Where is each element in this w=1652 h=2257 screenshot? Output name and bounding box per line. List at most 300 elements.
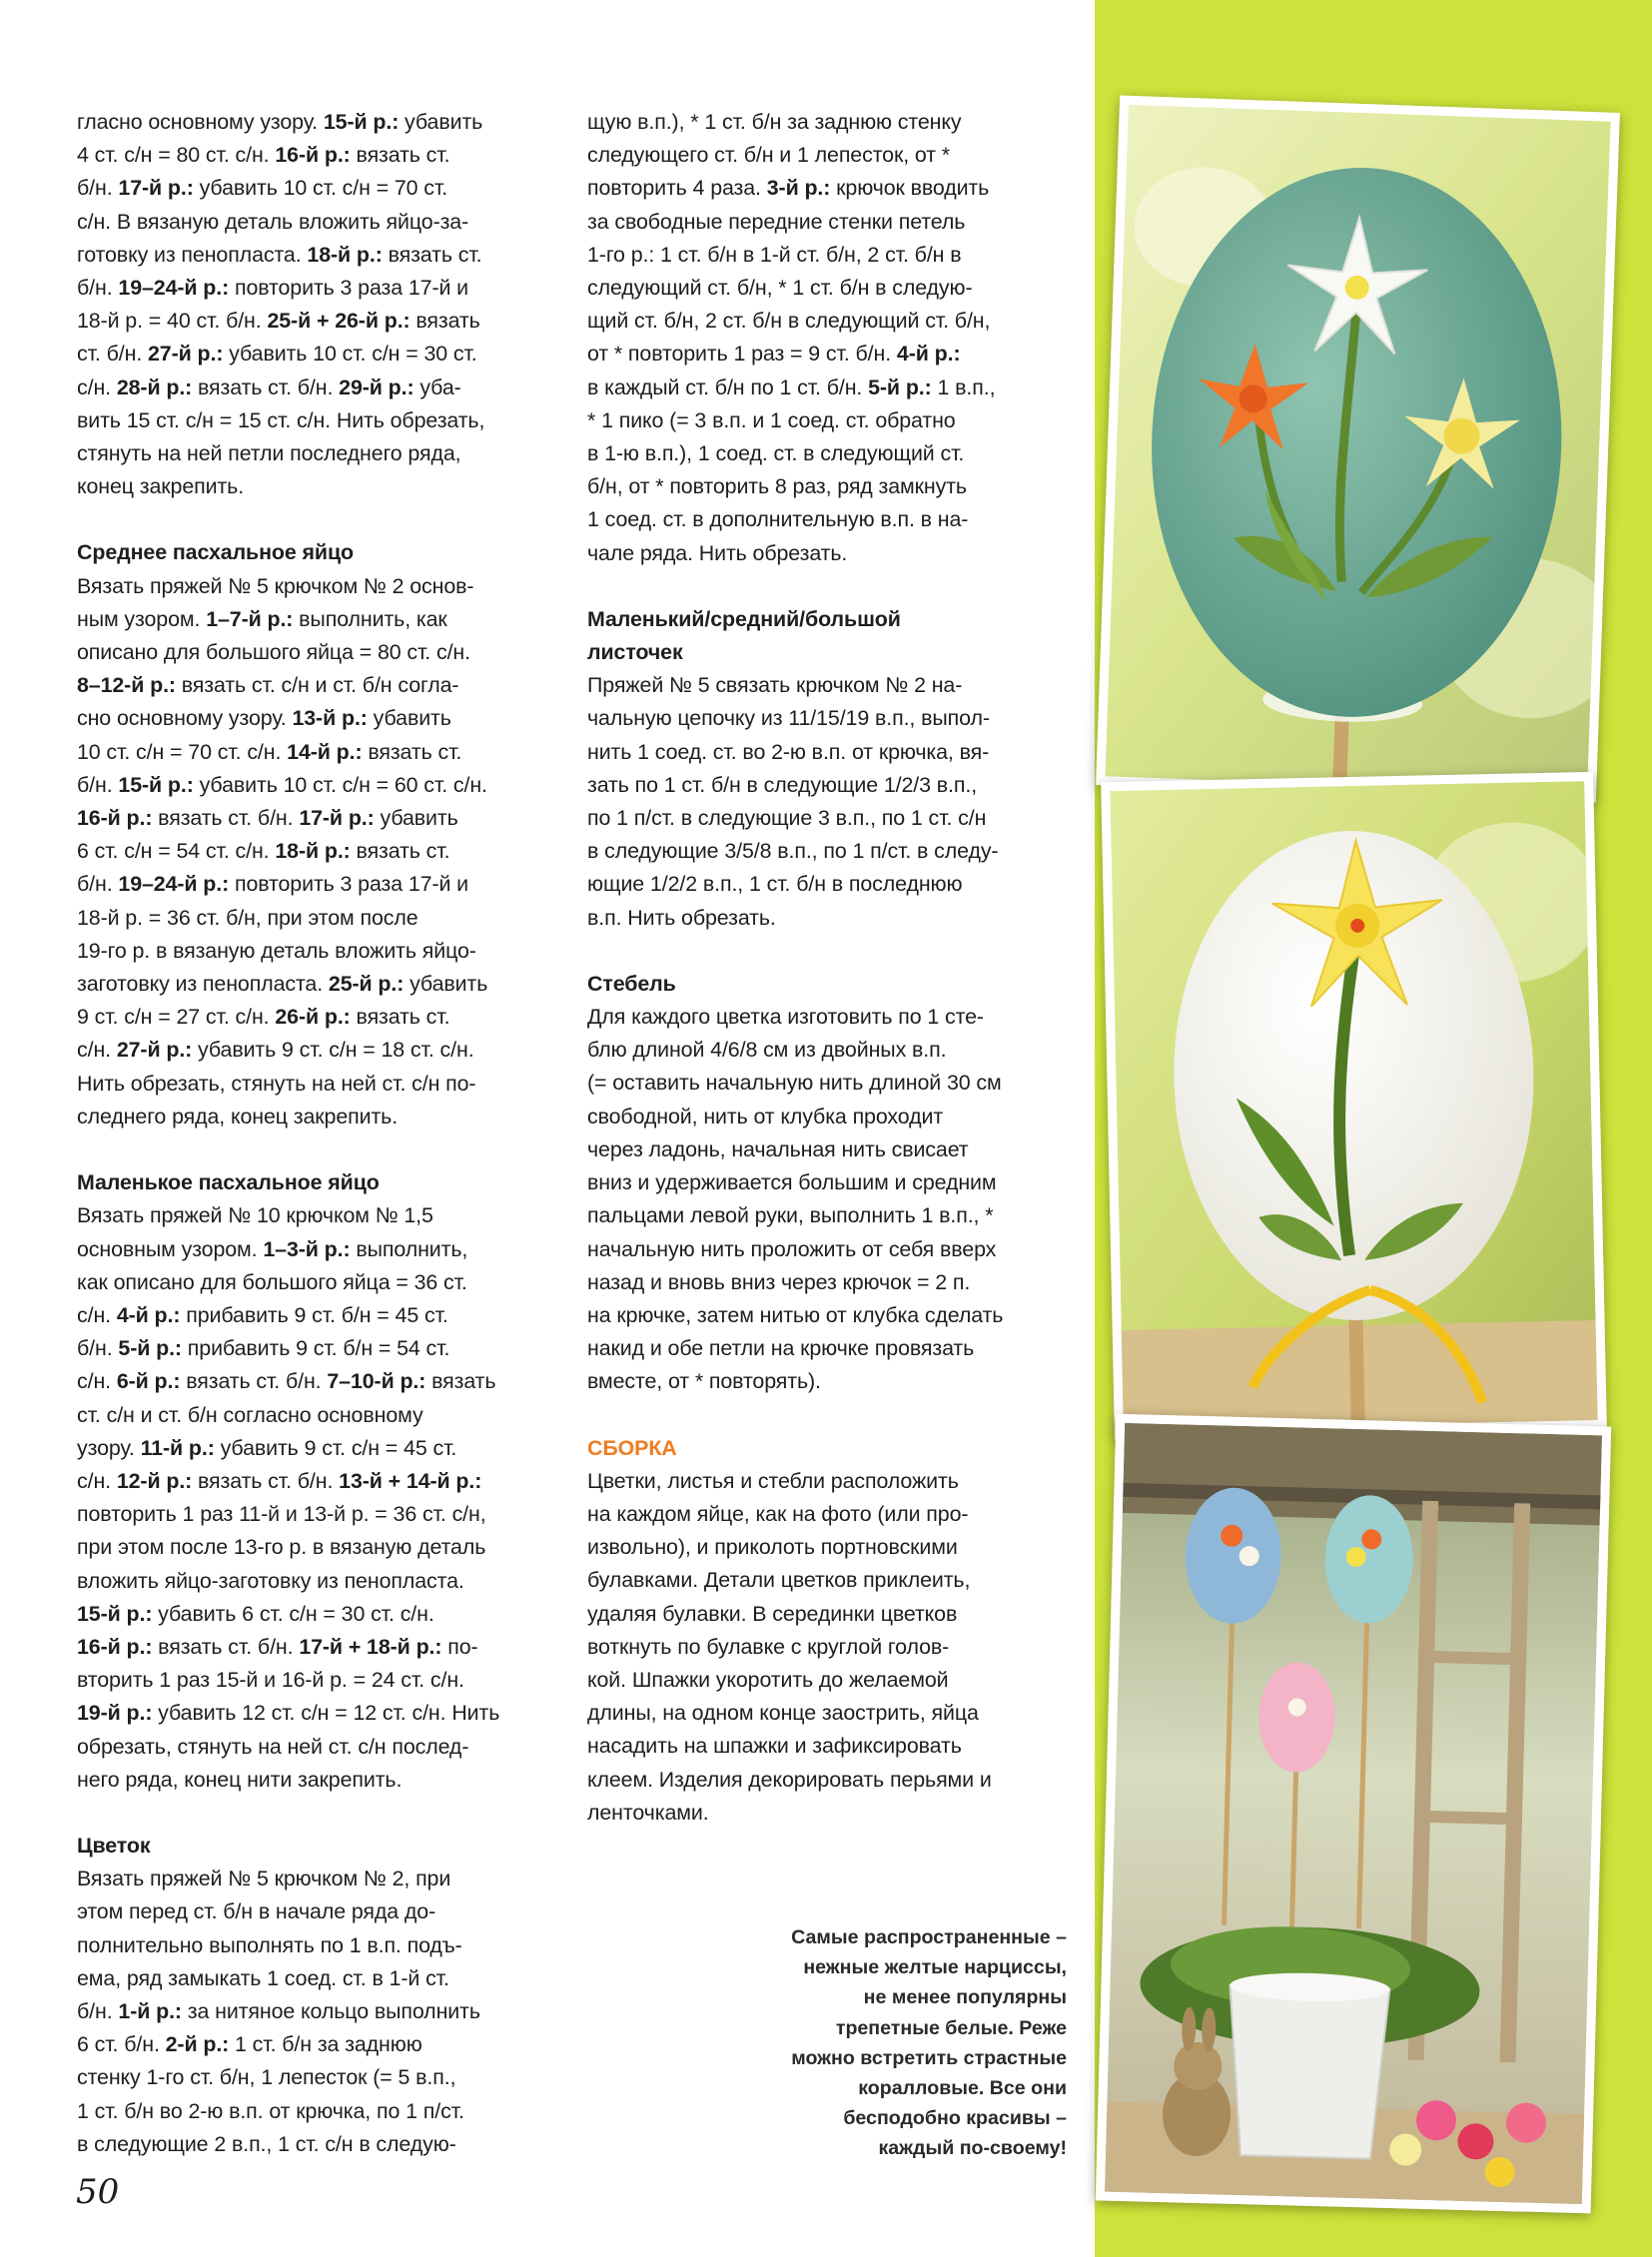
row-label: 1–7-й р.: (206, 606, 294, 631)
text-run: через ладонь, начальная нить свисает (587, 1136, 969, 1161)
text-run: повторить 4 раза. (587, 176, 767, 201)
text-run: вязать ст. (382, 242, 482, 267)
text-line (77, 1995, 556, 2028)
text-run: выполнить, как (293, 606, 447, 631)
text-run: крючок вводить (830, 176, 990, 201)
row-label: 6-й р.: (116, 1369, 181, 1394)
row-label: 1–3-й р.: (263, 1236, 351, 1261)
paragraph-gap (587, 570, 1067, 603)
text-run: в следующие 2 в.п., 1 ст. с/н в следую- (77, 2131, 456, 2156)
text-run: 1 ст. б/н за заднюю (229, 2032, 422, 2057)
text-run: 9 ст. с/н = 27 ст. с/н. (77, 1005, 276, 1030)
text-run: обрезать, стянуть на ней ст. с/н послед- (77, 1734, 469, 1759)
text-line (77, 239, 556, 272)
caption-line: Самые распространенные – (791, 1926, 1067, 1948)
row-label: 28-й р.: (116, 375, 193, 399)
text-run: зать по 1 ст. б/н в следующие 1/2/3 в.п., (587, 772, 978, 797)
row-label: 15-й р.: (323, 110, 400, 134)
caption-line: коралловые. Все они (858, 2077, 1067, 2100)
text-run: вниз и удерживается большим и средним (587, 1170, 997, 1195)
text-run: повторить 1 раз 11-й и 13-й р. = 36 ст. с/н, (77, 1502, 486, 1527)
text-run: убавить 9 ст. с/н = 45 ст. (214, 1435, 457, 1460)
paragraph-gap (77, 1133, 556, 1166)
text-line (77, 1332, 556, 1365)
row-label: 19-й р.: (77, 1701, 153, 1726)
text-line (77, 868, 556, 901)
text-run: ным узором. (77, 606, 207, 631)
text-line (77, 802, 556, 835)
text-line (77, 1531, 556, 1564)
text-run: Вязать пряжей № 10 крючком № 1,5 (77, 1203, 433, 1228)
text-line (77, 372, 556, 404)
text-line (587, 1166, 1067, 1199)
caption-line: каждый по-своему! (878, 2137, 1067, 2160)
text-run: б/н. (77, 276, 119, 301)
text-run: Маленькое пасхальное яйцо (77, 1170, 380, 1195)
text-run: вязать ст. б/н. (152, 1634, 300, 1659)
row-label: 3-й р.: (766, 176, 831, 201)
text-run: пальцами левой руки, выполнить 1 в.п., * (587, 1203, 994, 1228)
text-run: вторить 1 раз 15-й и 16-й р. = 24 ст. с/н. (77, 1668, 464, 1693)
text-run: убавить 10 ст. с/н = 30 ст. (223, 342, 477, 367)
text-run: вязать ст. б/н. (192, 375, 340, 399)
row-label: 15-й р.: (118, 772, 194, 797)
paragraph-gap (77, 503, 556, 536)
text-line (77, 702, 556, 735)
text-run: конец закрепить. (77, 474, 245, 499)
text-line (77, 1101, 556, 1133)
text-line (587, 1133, 1067, 1166)
text-run: основным узором. (77, 1236, 264, 1261)
text-line (587, 503, 1067, 536)
text-run: листочек (587, 640, 683, 665)
text-run: как описано для большого яйца = 36 ст. (77, 1269, 467, 1294)
text-line (77, 1895, 556, 1928)
text-run: убавить 12 ст. с/н = 12 ст. с/н. Нить (152, 1701, 500, 1726)
row-label: 17-й р.: (299, 806, 375, 831)
photo-caption (699, 1922, 1067, 2164)
text-run: прибавить 9 ст. б/н = 45 ст. (180, 1302, 448, 1327)
text-run: ст. б/н. (77, 342, 148, 367)
text-run: в следующие 3/5/8 в.п., по 1 п/ст. в следу- (587, 839, 999, 864)
text-line (587, 338, 1067, 371)
caption-line: бесподобно красивы – (843, 2107, 1067, 2130)
text-run: при этом после 13-го р. в вязаную деталь (77, 1535, 486, 1560)
text-line (587, 1365, 1067, 1398)
text-run: в.п. Нить обрезать. (587, 905, 776, 930)
text-run: вязать (425, 1369, 496, 1394)
text-run: убавить 6 ст. с/н = 30 ст. с/н. (152, 1601, 434, 1626)
text-run: ленточками. (587, 1800, 709, 1825)
text-run: * 1 пико (= 3 в.п. и 1 соед. ст. обратно (587, 407, 956, 432)
row-label: 4-й р.: (116, 1302, 181, 1327)
text-run: Маленький/средний/большой (587, 606, 901, 631)
section-heading (587, 968, 1067, 1001)
text-run: повторить 3 раза 17-й и (229, 276, 469, 301)
text-run: с/н. (77, 375, 117, 399)
text-line (587, 1266, 1067, 1299)
text-line (587, 1332, 1067, 1365)
text-run: Стебель (587, 971, 676, 996)
text-line (587, 1498, 1067, 1531)
text-run: Вязать пряжей № 5 крючком № 2 основ- (77, 573, 474, 598)
row-label: 1-й р.: (118, 1998, 182, 2023)
text-run: 4 ст. с/н = 80 ст. с/н. (77, 143, 276, 168)
text-run: него ряда, конец нити закрепить. (77, 1767, 403, 1792)
text-run: за нитяное кольцо выполнить (181, 1998, 480, 2023)
text-run: булавками. Детали цветков приклеить, (587, 1568, 971, 1593)
text-line (77, 636, 556, 669)
text-run: 6 ст. с/н = 54 ст. с/н. (77, 839, 276, 864)
paragraph-gap (587, 1399, 1067, 1432)
text-run: убавить (367, 706, 451, 731)
text-line (77, 1697, 556, 1730)
text-line (77, 736, 556, 769)
text-run: свободной, нить от клубка проходит (587, 1104, 944, 1128)
text-run: заготовку из пенопласта. (77, 972, 329, 997)
text-run: с/н. (77, 1038, 117, 1063)
text-run: в каждый ст. б/н по 1 ст. б/н. (587, 375, 869, 399)
text-line (77, 968, 556, 1001)
section-heading (77, 1830, 556, 1863)
row-label: 14-й р.: (287, 739, 363, 764)
text-line (587, 404, 1067, 437)
text-run: накид и обе петли на крючке провязать (587, 1336, 975, 1361)
text-run: 19-го р. в вязаную деталь вложить яйцо- (77, 938, 476, 963)
text-run: 18-й р. = 36 ст. б/н, при этом после (77, 905, 418, 930)
text-run: следующий ст. б/н, * 1 ст. б/н в следую- (587, 276, 973, 301)
section-heading (77, 536, 556, 569)
row-label: 17-й + 18-й р.: (299, 1634, 442, 1659)
text-line (77, 338, 556, 371)
photo-green-egg (1096, 95, 1620, 802)
text-line (77, 835, 556, 868)
text-line (77, 1432, 556, 1465)
text-run: вязать ст. с/н и ст. б/н согла- (175, 673, 459, 698)
text-line (587, 470, 1067, 503)
text-run: чальную цепочку из 11/15/19 в.п., выпол- (587, 706, 990, 731)
text-run: по- (441, 1634, 478, 1659)
text-line (77, 2061, 556, 2094)
text-line (77, 1001, 556, 1034)
text-run: б/н, от * повторить 8 раз, ряд замкнуть (587, 474, 967, 499)
text-run: убавить 10 ст. с/н = 60 ст. с/н. (193, 772, 487, 797)
text-line (77, 769, 556, 802)
text-run: вязать (410, 309, 480, 334)
text-run: с/н. (77, 1302, 117, 1327)
photo-white-egg (1101, 772, 1607, 1439)
text-line (77, 305, 556, 338)
text-run: б/н. (77, 872, 119, 897)
text-line (77, 1565, 556, 1598)
text-line (587, 1465, 1067, 1498)
text-line (587, 1564, 1067, 1597)
text-run: ст. с/н и ст. б/н согласно основному (77, 1402, 423, 1427)
text-run: по 1 п/ст. в следующие 3 в.п., по 1 ст. с/н (587, 806, 987, 831)
text-run: Пряжей № 5 связать крючком № 2 на- (587, 673, 963, 698)
text-run: сно основному узору. (77, 706, 293, 731)
text-line (77, 2095, 556, 2128)
text-line (587, 1067, 1067, 1100)
text-run: за свободные передние стенки петель (587, 209, 966, 234)
eggs-pot-illustration (1105, 1423, 1602, 2204)
text-line (587, 835, 1067, 868)
text-line (587, 802, 1067, 835)
text-line (587, 172, 1067, 205)
text-line (77, 1764, 556, 1797)
text-run: уба- (413, 375, 461, 399)
text-line (77, 139, 556, 172)
text-run: удаляя булавки. В серединки цветков (587, 1601, 958, 1626)
row-label: 19–24-й р.: (118, 872, 230, 897)
text-run: назад и вновь вниз через крючок = 2 п. (587, 1269, 971, 1294)
text-line (77, 1034, 556, 1067)
text-line (587, 437, 1067, 470)
text-run: СБОРКА (587, 1435, 677, 1460)
row-label: 4-й р.: (896, 342, 961, 367)
text-run: ющие 1/2/2 в.п., 1 ст. б/н в последнюю (587, 872, 963, 897)
text-line (77, 1498, 556, 1531)
text-run: с/н. В вязаную деталь вложить яйцо-за- (77, 209, 469, 234)
text-run: Нить обрезать, стянуть на ней ст. с/н по- (77, 1071, 476, 1096)
text-run: убавить (404, 972, 488, 997)
row-label: 11-й р.: (140, 1435, 215, 1460)
text-line (587, 305, 1067, 338)
text-run: ема, ряд замыкать 1 соед. ст. в 1-й ст. (77, 1965, 449, 1990)
text-run: вязать ст. б/н. (152, 806, 300, 831)
text-run: на крючке, затем нитью от клубка сделать (587, 1302, 1004, 1327)
text-line (77, 172, 556, 205)
text-run: следующего ст. б/н и 1 лепесток, от * (587, 143, 950, 168)
text-run: вязать ст. (350, 1005, 450, 1030)
text-line (587, 139, 1067, 172)
text-line (77, 603, 556, 636)
text-run: длины, на одном конце заострить, яйца (587, 1701, 979, 1726)
photo-eggs-in-pot (1096, 1414, 1611, 2214)
text-run: с/н. (77, 1369, 117, 1394)
text-line (587, 1001, 1067, 1034)
text-line (77, 1962, 556, 1995)
text-line (587, 1797, 1067, 1830)
row-label: 2-й р.: (165, 2032, 230, 2057)
row-label: 7–10-й р.: (327, 1369, 426, 1394)
text-run: от * повторить 1 раз = 9 ст. б/н. (587, 342, 897, 367)
text-run: гласно основному узору. (77, 110, 324, 134)
text-line (587, 1664, 1067, 1697)
text-line (587, 1199, 1067, 1232)
text-line (77, 1299, 556, 1332)
row-label: 5-й р.: (118, 1336, 182, 1361)
text-run: начальную нить проложить от себя вверх (587, 1236, 997, 1261)
text-line (587, 272, 1067, 305)
text-run: в 1-ю в.п.), 1 соед. ст. в следующий ст. (587, 441, 965, 466)
text-line (77, 1598, 556, 1631)
text-line (587, 1764, 1067, 1797)
text-line (587, 1299, 1067, 1332)
text-line (77, 2128, 556, 2161)
text-line (587, 736, 1067, 769)
text-line (587, 372, 1067, 404)
text-column-right (587, 106, 1067, 1830)
text-run: 1 в.п., (931, 375, 996, 399)
text-line (77, 106, 556, 139)
text-run: на каждом яйце, как на фото (или про- (587, 1501, 969, 1526)
text-line (587, 769, 1067, 802)
text-run: с/н. (77, 1468, 117, 1493)
text-run: убавить 9 ст. с/н = 18 ст. с/н. (192, 1038, 474, 1063)
text-line (77, 1199, 556, 1232)
caption-line: не менее популярны (863, 1986, 1067, 2009)
text-run: вязать ст. (350, 839, 450, 864)
text-line (587, 106, 1067, 139)
row-label: 27-й р.: (116, 1038, 193, 1063)
text-run: Среднее пасхальное яйцо (77, 540, 354, 565)
text-run: Цветок (77, 1833, 151, 1858)
text-run: вязать ст. (362, 739, 462, 764)
text-run: 6 ст. б/н. (77, 2032, 166, 2057)
text-run: б/н. (77, 772, 119, 797)
text-run: 18-й р. = 40 ст. б/н. (77, 309, 268, 334)
row-label: 5-й р.: (868, 375, 932, 399)
text-run: воткнуть по булавке с круглой голов- (587, 1634, 950, 1659)
white-egg-illustration (1110, 781, 1597, 1430)
row-label: 15-й р.: (77, 1601, 153, 1626)
text-line (587, 868, 1067, 901)
row-label: 18-й р.: (275, 839, 351, 864)
row-label: 17-й р.: (118, 176, 194, 201)
text-run: Цветки, листья и стебли расположить (587, 1468, 959, 1493)
text-line (77, 570, 556, 603)
text-run: б/н. (77, 1998, 119, 2023)
text-run: выполнить, (350, 1236, 468, 1261)
row-label: 13-й р.: (292, 706, 368, 731)
text-run: вязать ст. б/н. (192, 1468, 340, 1493)
text-run: нить 1 соед. ст. во 2-ю в.п. от крючка, вя- (587, 739, 990, 764)
text-line (77, 1929, 556, 1962)
text-run: 10 ст. с/н = 70 ст. с/н. (77, 739, 288, 764)
text-run: вязать ст. б/н. (180, 1369, 328, 1394)
text-run: извольно), и приколоть портновскими (587, 1535, 958, 1560)
text-line (77, 1664, 556, 1697)
text-line (587, 702, 1067, 735)
text-run: следнего ряда, конец закрепить. (77, 1104, 399, 1128)
text-column-left (77, 106, 556, 2161)
text-run: прибавить 9 ст. б/н = 54 ст. (181, 1336, 450, 1361)
text-run: Для каждого цветка изготовить по 1 сте- (587, 1005, 984, 1030)
section-heading (587, 636, 1067, 669)
text-line (77, 1365, 556, 1398)
text-line (77, 1399, 556, 1432)
text-line (77, 1465, 556, 1498)
text-line (587, 537, 1067, 570)
text-line (77, 404, 556, 437)
text-line (587, 1531, 1067, 1564)
text-run: повторить 3 раза 17-й и (229, 872, 469, 897)
text-run: готовку из пенопласта. (77, 242, 308, 267)
text-line (77, 1068, 556, 1101)
text-run: убавить 10 ст. с/н = 70 ст. (193, 176, 448, 201)
text-line (587, 902, 1067, 935)
text-run: клеем. Изделия декорировать перьями и (587, 1767, 992, 1792)
text-run: б/н. (77, 1336, 119, 1361)
row-label: 26-й р.: (275, 1005, 351, 1030)
row-label: 16-й р.: (77, 1634, 153, 1659)
row-label: 12-й р.: (116, 1468, 193, 1493)
caption-line: можно встретить страстные (791, 2046, 1067, 2069)
text-run: б/н. (77, 176, 119, 201)
row-label: 25-й + 26-й р.: (267, 309, 411, 334)
text-run: 1 соед. ст. в дополнительную в.п. в на- (587, 507, 969, 532)
row-label: 16-й р.: (275, 143, 351, 168)
text-line (77, 935, 556, 968)
text-line (587, 206, 1067, 239)
section-heading (587, 603, 1067, 636)
text-line (587, 1233, 1067, 1266)
row-label: 29-й р.: (339, 375, 414, 399)
text-line (587, 669, 1067, 702)
assembly-heading (587, 1432, 1067, 1465)
text-run: щий ст. б/н, 2 ст. б/н в следующий ст. б/н, (587, 309, 991, 334)
text-run: полнительно выполнять по 1 в.п. подъ- (77, 1932, 462, 1957)
text-run: Вязать пряжей № 5 крючком № 2, при (77, 1867, 451, 1891)
text-line (77, 902, 556, 935)
text-run: (= оставить начальную нить длиной 30 см (587, 1071, 1002, 1096)
text-line (77, 1233, 556, 1266)
text-run: убавить (399, 110, 483, 134)
text-run: стенку 1-го ст. б/н, 1 лепесток (= 5 в.п., (77, 2065, 456, 2090)
text-line (77, 669, 556, 702)
row-label: 25-й р.: (328, 972, 405, 997)
text-line (77, 1631, 556, 1664)
text-run: кой. Шпажки укоротить до желаемой (587, 1667, 949, 1692)
text-run: этом перед ст. б/н в начале ряда до- (77, 1899, 436, 1924)
text-run: щую в.п.), * 1 ст. б/н за заднюю стенку (587, 110, 962, 134)
text-line (77, 470, 556, 503)
text-run: вить 15 ст. с/н = 15 ст. с/н. Нить обрезать, (77, 407, 485, 432)
text-run: узору. (77, 1435, 141, 1460)
row-label: 8–12-й р.: (77, 673, 176, 698)
text-run: 1-го р.: 1 ст. б/н в 1-й ст. б/н, 2 ст. б/н в (587, 242, 962, 267)
row-label: 19–24-й р.: (118, 276, 230, 301)
row-label: 18-й р.: (307, 242, 383, 267)
paragraph-gap (77, 1797, 556, 1830)
text-run: насадить на шпажки и зафиксировать (587, 1734, 962, 1759)
text-run: блю длиной 4/6/8 см из двойных в.п. (587, 1038, 947, 1063)
text-line (587, 239, 1067, 272)
text-line (77, 2028, 556, 2061)
text-run: описано для большого яйца = 80 ст. с/н. (77, 640, 470, 665)
text-run: 1 ст. б/н во 2-ю в.п. от крючка, по 1 п/ст. (77, 2098, 464, 2123)
text-line (77, 272, 556, 305)
text-line (587, 1101, 1067, 1133)
caption-line: нежные желтые нарциссы, (803, 1956, 1067, 1979)
green-egg-illustration (1105, 105, 1610, 793)
text-line (77, 437, 556, 470)
text-run: стянуть на ней петли последнего ряда, (77, 441, 461, 466)
text-line (77, 206, 556, 239)
text-run: вложить яйцо-заготовку из пенопласта. (77, 1568, 464, 1593)
text-line (77, 1731, 556, 1764)
text-run: чале ряда. Нить обрезать. (587, 540, 848, 565)
caption-line: трепетные белые. Реже (835, 2016, 1067, 2039)
text-line (587, 1631, 1067, 1664)
text-line (77, 1863, 556, 1895)
text-line (587, 1598, 1067, 1631)
text-run: убавить (374, 806, 458, 831)
page-number: 50 (76, 2172, 120, 2212)
text-run: вместе, от * повторять). (587, 1369, 821, 1394)
text-line (587, 1730, 1067, 1763)
